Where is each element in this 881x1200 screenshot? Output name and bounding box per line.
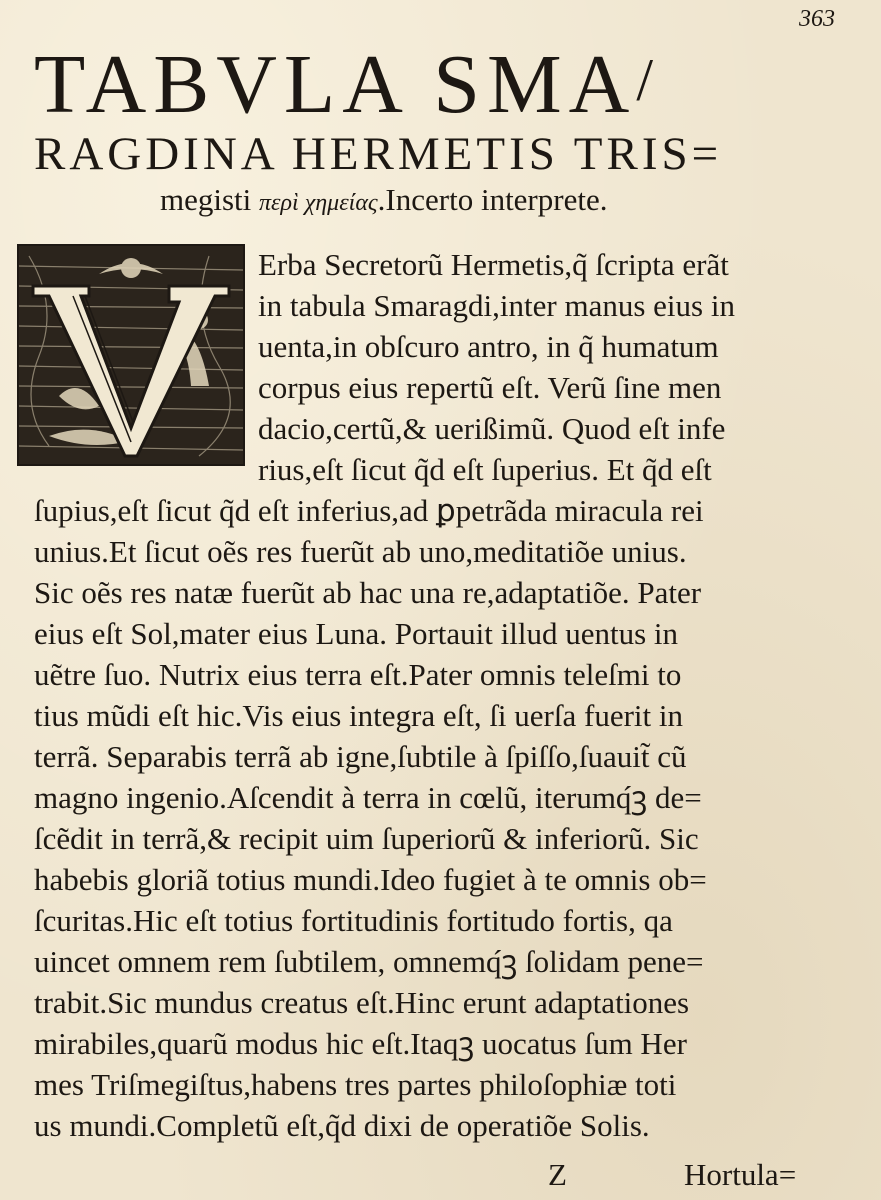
text-line: unius.Et ſicut oẽs res fuerũt ab uno,meditatiõe unius. xyxy=(34,534,687,569)
text-line: rius,eſt ſicut q̃d eſt ſuperius. Et q̃d eſt xyxy=(258,452,712,487)
woodcut-initial-v-icon xyxy=(17,244,245,466)
text-line: uincet omnem rem ſubtilem, omnemq́ꝫ ſolidam pene= xyxy=(34,944,704,979)
title-line-1 xyxy=(34,30,834,135)
title-line-3-start: megisti xyxy=(160,182,252,217)
text-line: ſcẽdit in terrã,& recipit uim ſuperiorũ & inferiorũ. Sic xyxy=(34,821,699,856)
text-line: Erba Secretorũ Hermetis,q̃ ſcripta erãt xyxy=(258,247,729,282)
title-line-1-text: TABVLA SMA xyxy=(34,38,637,131)
text-line: ſupius,eſt ſicut q̃d eſt inferius,ad ꝑpetrãda miracula rei xyxy=(34,493,704,528)
title-line-3-end: .Incerto interprete. xyxy=(377,182,608,217)
text-line: dacio,certũ,& uerißimũ. Quod eſt infe xyxy=(258,411,726,446)
text-line: uẽtre ſuo. Nutrix eius terra eſt.Pater omnis teleſmi to xyxy=(34,657,682,692)
signature-mark: Z xyxy=(548,1157,567,1192)
text-line: trabit.Sic mundus creatus eſt.Hinc erunt adaptationes xyxy=(34,985,690,1020)
text-line: mes Triſmegiſtus,habens tres partes philoſophiæ toti xyxy=(34,1067,677,1102)
text-line: ſcuritas.Hic eſt totius fortitudinis fortitudo fortis, qa xyxy=(34,903,673,938)
title-line-3 xyxy=(160,178,840,225)
text-line: habebis gloriã totius mundi.Ideo fugiet à te omnis ob= xyxy=(34,862,707,897)
text-line: tius mũdi eſt hic.Vis eius integra eſt, ſi uerſa fuerit in xyxy=(34,698,683,733)
greek-phrase: περὶ χημείας xyxy=(259,190,378,216)
text-line: mirabiles,quarũ modus hic eſt.Itaqꝫ uocatus ſum Her xyxy=(34,1026,687,1061)
text-line: terrã. Separabis terrã ab igne,ſubtile à ſpiſſo,ſuauit̃ cũ xyxy=(34,739,687,774)
text-line: in tabula Smaragdi,inter manus eius in xyxy=(258,288,735,323)
title-hyphen: / xyxy=(636,47,661,113)
title-line-2: RAGDINA HERMETIS TRIS= xyxy=(34,128,723,180)
text-line: corpus eius repertũ eſt. Verũ ſine men xyxy=(258,370,722,405)
text-line: magno ingenio.Aſcendit à terra in cœlũ, iterumq́ꝫ de= xyxy=(34,780,702,815)
page-number: 363 xyxy=(799,6,835,32)
text-line: uenta,in obſcuro antro, in q̃ humatum xyxy=(258,329,719,364)
text-line: Sic oẽs res natæ fuerũt ab hac una re,adaptatiõe. Pater xyxy=(34,575,702,610)
text-line: eius eſt Sol,mater eius Luna. Portauit illud uentus in xyxy=(34,616,679,651)
text-line: us mundi.Completũ eſt,q̃d dixi de operatiõe Solis. xyxy=(34,1108,650,1143)
catchword: Hortula= xyxy=(684,1157,797,1192)
